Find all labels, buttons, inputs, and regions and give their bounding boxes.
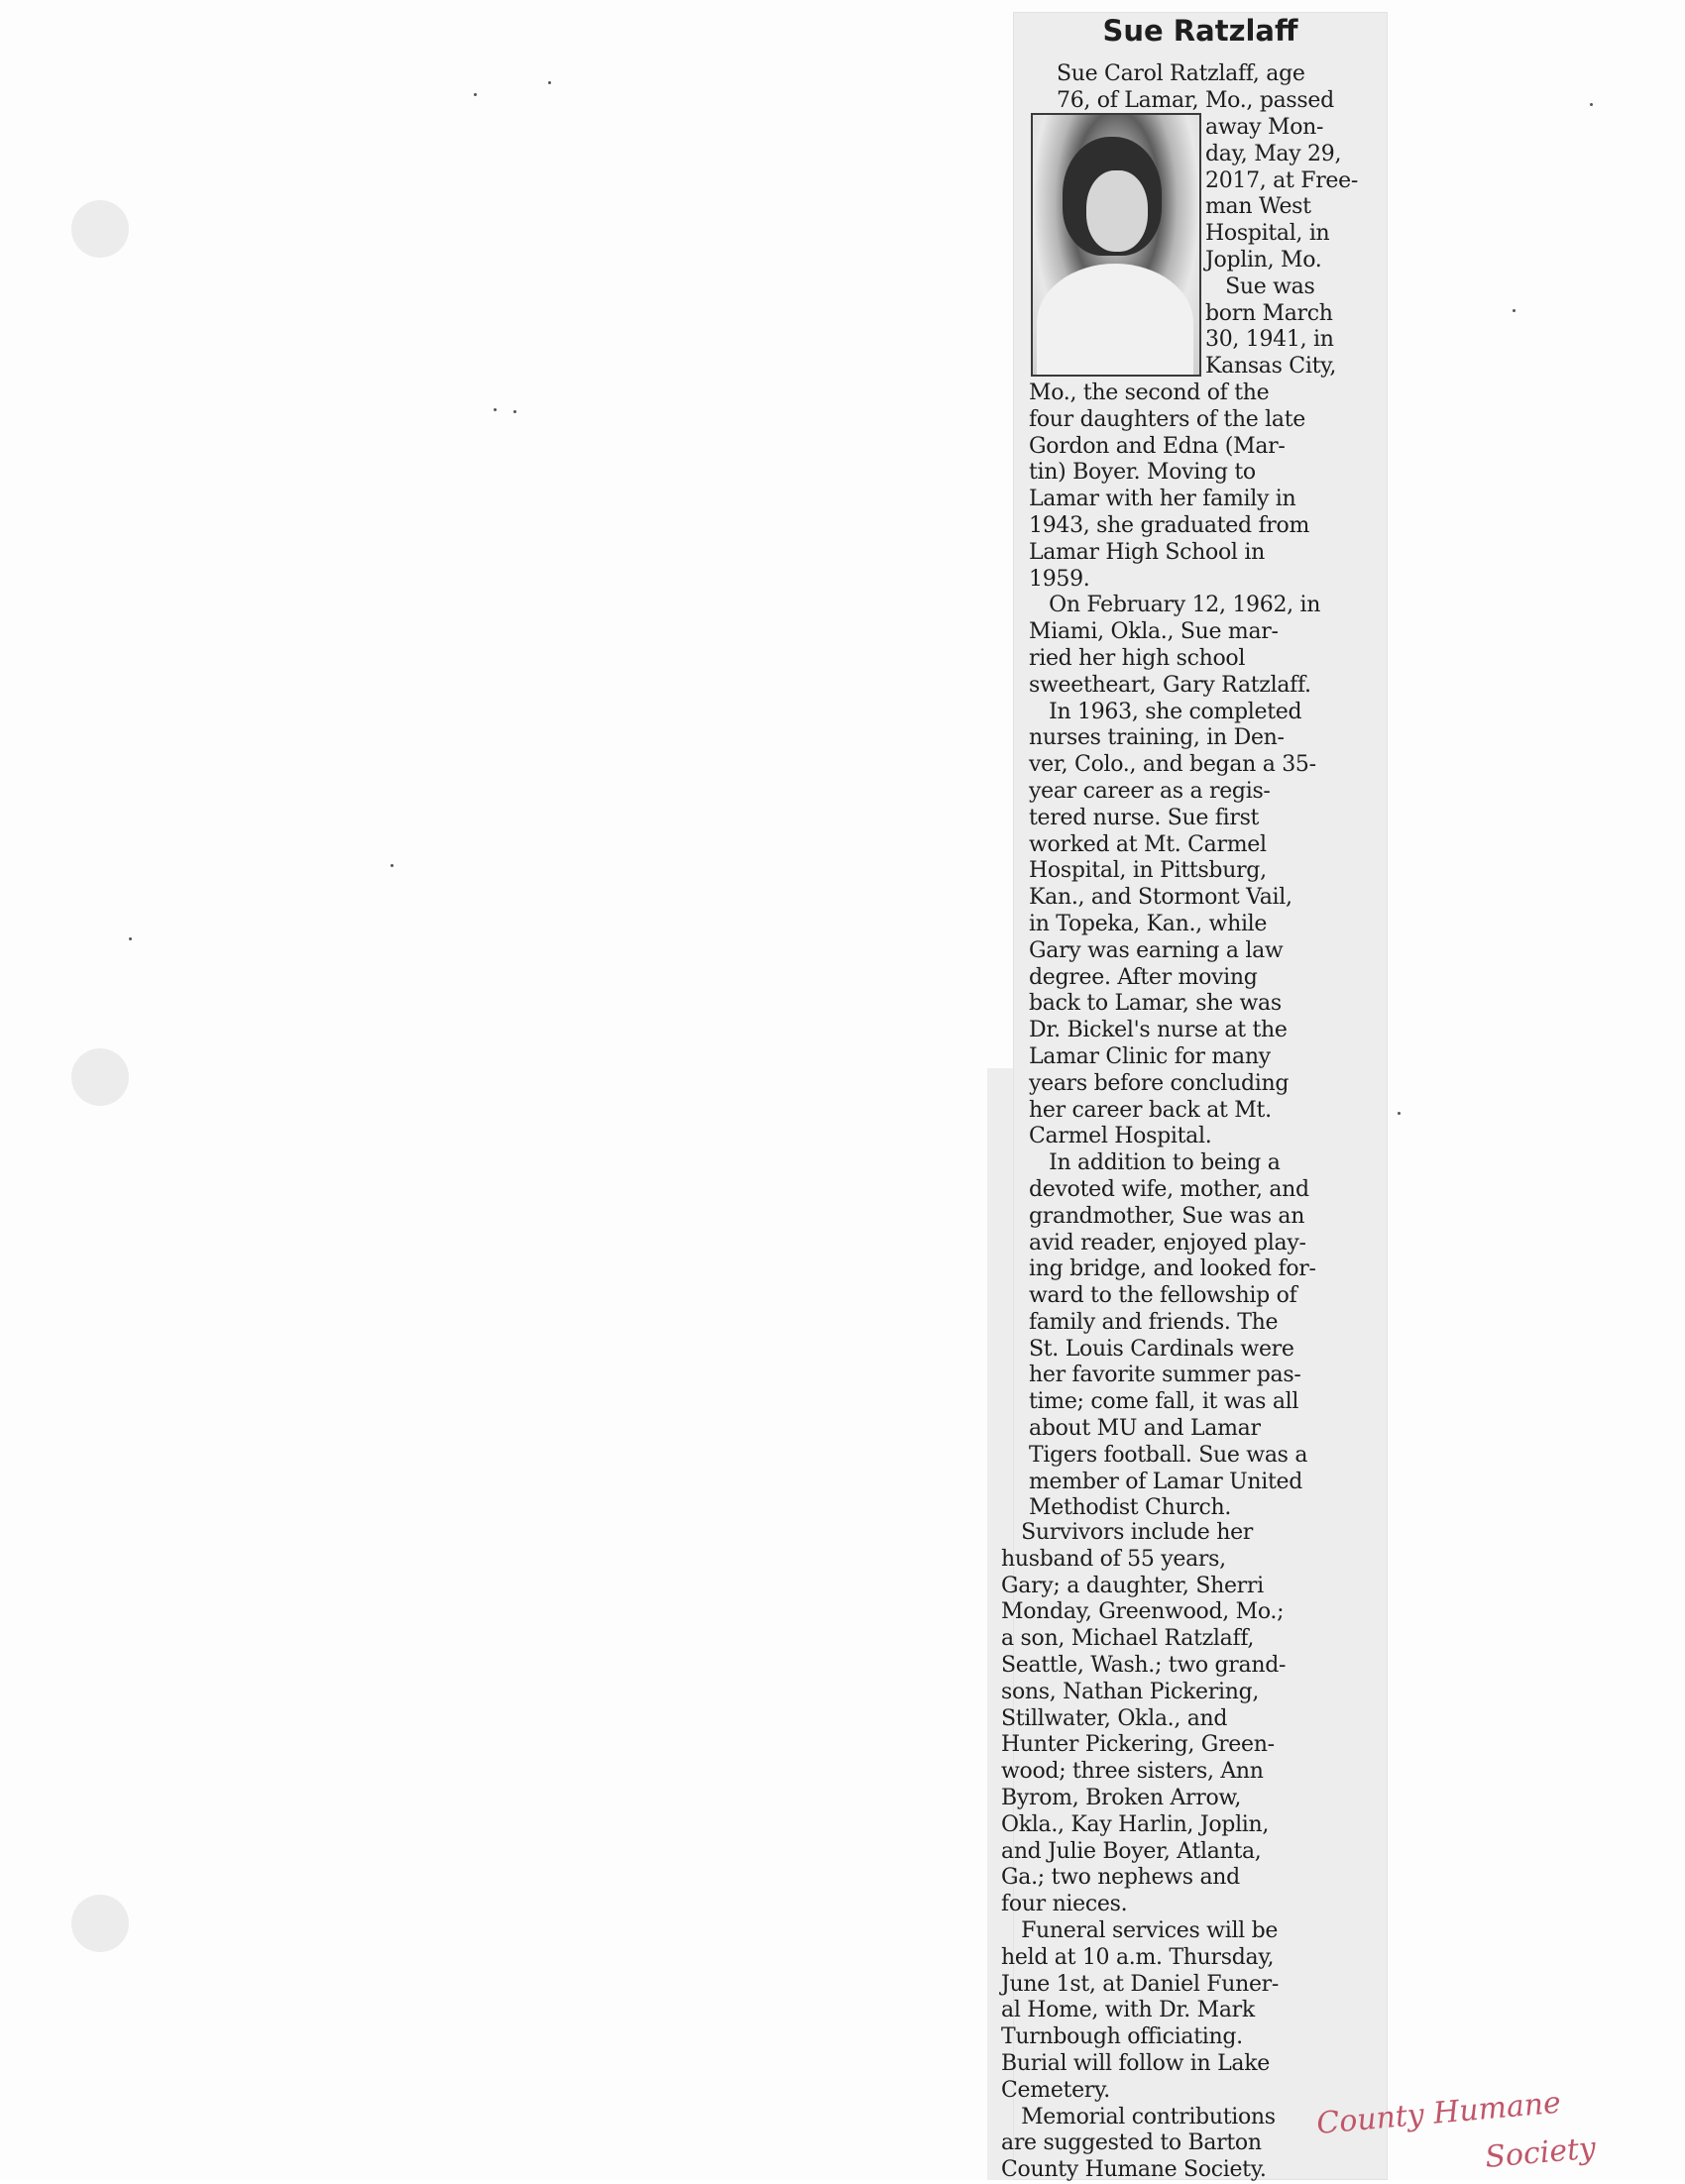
photo-face [1086,170,1148,252]
punch-hole-middle [71,1048,129,1106]
punch-hole-bottom [71,1895,129,1952]
obituary-lower: Survivors include her husband of 55 years, Gary; a daughter, Sherri Monday, Greenwood, Mo.; a son, Michael Ratzlaff, Seattle, Wash.; two grand- sons, Nathan Pickering, Stillwater, Okla., and Hunter Pickering, Green- wood; three sisters, Ann Byrom, Broken Arrow, Okla., Kay Harlin, Joplin, and Julie Boyer, Atlanta, Ga.; two nephews and four nieces. Funeral services will be held at 10 a.m. Thursday, June 1st, at Daniel Funer- al Home, with Dr. Mark Turnbough officiating. Burial will follow in Lake Cemetery. Memorial contributions are suggested to Barton County Humane Society. [1001,1520,1287,2183]
dust-speck [494,408,497,411]
photo-shoulders [1037,264,1193,377]
obituary-beside-photo: away Mon- day, May 29, 2017, at Free- man West Hospital, in Joplin, Mo. Sue was born March 30, 1941, in Kansas City, [1205,115,1358,380]
dust-speck [513,410,516,413]
punch-hole-top [71,200,129,258]
handwritten-note-line1: County Humane [1314,2085,1563,2141]
dust-speck [1513,309,1516,312]
dust-speck [1398,1112,1401,1115]
dust-speck [1590,103,1593,106]
obituary-intro: Sue Carol Ratzlaff, age 76, of Lamar, Mo., passed [1057,61,1334,113]
dust-speck [474,93,477,96]
portrait-photo [1031,113,1201,377]
handwritten-note-line2: Society [1483,2130,1598,2175]
obituary-headline: Sue Ratzlaff [1102,14,1298,48]
obituary-body: Mo., the second of the four daughters of the late Gordon and Edna (Mar- tin) Boyer. Moving to Lamar with her family in 1943, she graduated from Lamar High School in 1959. On February 12, 1962, in Miami, Okla., Sue mar- ried her high school sweetheart, Gary Ratzlaff. In 1963, she completed nurses training, in Den- ver, Colo., and began a 35- year career as a regis- tered nurse. Sue first worked at Mt. Carmel Hospital, in Pittsburg, Kan., and Stormont Vail, in Topeka, Kan., while Gary was earning a law degree. After moving back to Lamar, she was Dr. Bickel's nurse at the Lamar Clinic for many years before concluding her career back at Mt. Carmel Hospital. In addition to being a devoted wife, mother, and grandmother, Sue was an avid reader, enjoyed play- ing bridge, and looked for- ward to the fellowship of family and friends. The St. Louis Cardinals were her favorite summer pas- time; come fall, it was all about MU and Lamar Tigers football. Sue was a member of Lamar United Methodist Church. [1029,381,1321,1521]
dust-speck [548,81,551,84]
dust-speck [129,937,132,940]
dust-speck [391,864,393,867]
